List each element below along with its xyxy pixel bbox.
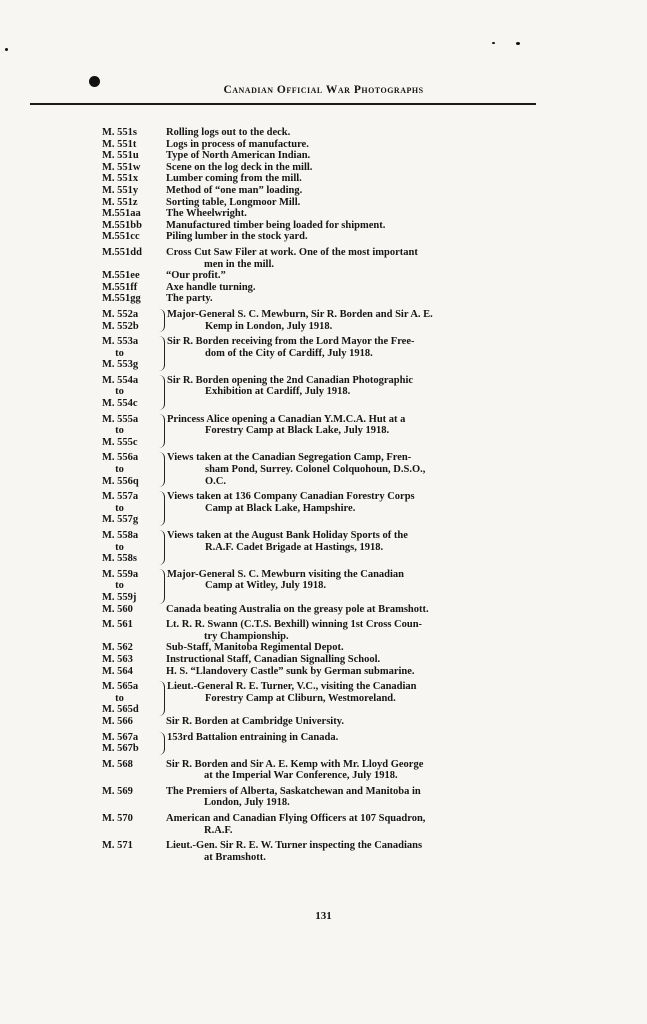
- photo-code-line: M. 551x: [102, 173, 139, 185]
- description-line: Sir R. Borden receiving from the Lord Mayor the Free-: [167, 336, 415, 348]
- description-line: Axe handle turning.: [166, 281, 256, 293]
- photo-code-line: M.551ee: [102, 270, 140, 282]
- photo-code-line: to: [102, 502, 124, 514]
- description-line: Views taken at 136 Company Canadian Forestry Corps: [167, 491, 415, 503]
- description-line: Cross Cut Saw Filer at work. One of the most important: [166, 246, 418, 258]
- photo-code: [102, 681, 165, 716]
- photo-description: [166, 604, 562, 616]
- description-line: Type of North American Indian.: [166, 150, 311, 162]
- list-item: [102, 173, 562, 185]
- photo-code-line: M. 551u: [102, 150, 139, 162]
- description-line: 153rd Battalion entraining in Canada.: [167, 731, 339, 743]
- photo-description: [166, 840, 562, 863]
- photo-description: [167, 414, 562, 449]
- list-item: [102, 414, 562, 449]
- list-item: [102, 786, 562, 809]
- description-line: Lt. R. R. Swann (C.T.S. Bexhill) winning 1st Cross Coun-: [166, 619, 423, 631]
- list-item: [102, 309, 562, 332]
- photo-code: [102, 666, 166, 678]
- photo-code: [102, 569, 165, 604]
- photo-code-line: to: [102, 580, 124, 592]
- photo-description: [167, 491, 562, 526]
- photo-code-line: M. 558a: [102, 530, 139, 541]
- photo-code: [102, 293, 166, 305]
- photo-code-line: M. 567b: [102, 743, 139, 755]
- description-line: Camp at Black Lake, Hampshire.: [205, 502, 356, 514]
- photo-code: [102, 220, 166, 232]
- photo-code: [102, 375, 165, 410]
- photo-code: [102, 759, 166, 782]
- description-line: The party.: [166, 293, 213, 305]
- photo-description: [166, 716, 562, 728]
- list-item: [102, 681, 562, 716]
- photo-code: [102, 732, 165, 755]
- description-line: Sorting table, Longmoor Mill.: [166, 196, 301, 208]
- list-item: [102, 185, 562, 197]
- list-item: [102, 293, 562, 305]
- photo-code-line: M. 551t: [102, 138, 137, 150]
- photo-code: [102, 414, 165, 449]
- photo-code-line: M. 551z: [102, 196, 138, 208]
- photo-code-line: M.551gg: [102, 293, 141, 305]
- photo-description: [167, 375, 562, 410]
- photo-code-line: M. 570: [102, 813, 133, 825]
- photo-code: [102, 309, 165, 332]
- photo-code-line: M. 556q: [102, 475, 139, 487]
- photo-description: [166, 759, 562, 782]
- photo-description: [166, 666, 562, 678]
- photo-description: [166, 813, 562, 836]
- photo-description: [166, 173, 562, 185]
- description-line: Logs in process of manufacture.: [166, 138, 309, 150]
- description-line: The Premiers of Alberta, Saskatchewan and Manitoba in: [166, 785, 421, 797]
- header-rule: [30, 103, 536, 105]
- photo-code-line: M. 554a: [102, 374, 139, 386]
- photo-code-line: M. 557a: [102, 491, 139, 503]
- description-line: Views taken at the Canadian Segregation Camp, Fren-: [167, 452, 412, 464]
- photo-code-line: M. 565a: [102, 681, 139, 693]
- photo-code: [102, 654, 166, 666]
- list-item: [102, 491, 562, 526]
- description-line: at Bramshott.: [204, 851, 266, 863]
- description-line: Piling lumber in the stock yard.: [166, 231, 308, 243]
- description-line: Method of “one man” loading.: [166, 184, 303, 196]
- photo-code-line: M. 564: [102, 665, 133, 677]
- description-line: Kemp in London, July 1918.: [205, 320, 333, 332]
- photo-list: [102, 127, 562, 863]
- photo-code-line: M.551dd: [102, 246, 142, 258]
- list-item: [102, 666, 562, 678]
- list-item: [102, 162, 562, 174]
- photo-description: [166, 293, 562, 305]
- ink-speck: [492, 42, 495, 44]
- list-item: [102, 336, 562, 371]
- description-line: London, July 1918.: [204, 797, 290, 809]
- description-line: The Wheelwright.: [166, 208, 247, 220]
- photo-description: [167, 309, 562, 332]
- photo-code: [102, 139, 166, 151]
- photo-code-line: M. 556a: [102, 452, 139, 464]
- description-line: try Championship.: [204, 630, 289, 642]
- photo-description: [166, 162, 562, 174]
- photo-code-line: M. 551w: [102, 161, 141, 173]
- description-line: Canada beating Australia on the greasy pole at Bramshott.: [166, 603, 429, 615]
- description-line: Manufactured timber being loaded for shipment.: [166, 219, 386, 231]
- photo-code: [102, 127, 166, 139]
- description-line: Sub-Staff, Manitoba Regimental Depot.: [166, 642, 344, 654]
- photo-code-line: to: [102, 425, 124, 437]
- description-line: Sir R. Borden and Sir A. E. Kemp with Mr. Lloyd George: [166, 758, 424, 770]
- photo-code: [102, 270, 166, 282]
- photo-description: [167, 530, 562, 565]
- photo-code: [102, 604, 166, 616]
- description-line: Major-General S. C. Mewburn, Sir R. Borden and Sir A. E.: [167, 308, 433, 320]
- photo-code-line: M. 566: [102, 715, 133, 727]
- list-item: [102, 813, 562, 836]
- list-item: [102, 732, 562, 755]
- photo-code: [102, 247, 166, 270]
- photo-code: [102, 208, 166, 220]
- photo-description: [166, 654, 562, 666]
- description-line: R.A.F.: [204, 824, 233, 836]
- list-item: [102, 716, 562, 728]
- list-item: [102, 220, 562, 232]
- description-line: dom of the City of Cardiff, July 1918.: [205, 347, 373, 359]
- photo-code-line: M. 557g: [102, 514, 139, 526]
- page-title: Canadian Official War Photographs: [223, 84, 424, 96]
- photo-code-line: M. 553a: [102, 336, 139, 348]
- photo-description: [166, 185, 562, 197]
- description-line: at the Imperial War Conference, July 1918.: [204, 770, 398, 782]
- list-item: [102, 231, 562, 243]
- photo-description: [167, 452, 562, 487]
- photo-description: [166, 208, 562, 220]
- photo-code: [102, 185, 166, 197]
- list-item: [102, 452, 562, 487]
- list-item: [102, 759, 562, 782]
- photo-code: [102, 491, 165, 526]
- description-line: Princess Alice opening a Canadian Y.M.C.A. Hut at a: [167, 413, 406, 425]
- description-line: Scene on the log deck in the mill.: [166, 161, 313, 173]
- description-line: Forestry Camp at Cliburn, Westmoreland.: [205, 692, 396, 704]
- description-line: Sir R. Borden opening the 2nd Canadian Photographic: [167, 374, 414, 386]
- photo-code-line: M. 555a: [102, 413, 139, 425]
- description-line: H. S. “Llandovery Castle” sunk by German submarine.: [166, 665, 415, 677]
- description-line: American and Canadian Flying Officers at 107 Squadron,: [166, 813, 426, 825]
- description-line: Lieut.-General R. E. Turner, V.C., visiting the Canadian: [167, 681, 417, 693]
- photo-code: [102, 452, 165, 487]
- description-line: R.A.F. Cadet Brigade at Hastings, 1918.: [205, 541, 384, 553]
- photo-code-line: M. 552b: [102, 320, 139, 332]
- description-line: Camp at Witley, July 1918.: [205, 580, 326, 592]
- photo-code: [102, 813, 166, 836]
- photo-description: [166, 786, 562, 809]
- list-item: [102, 654, 562, 666]
- ink-speck: [516, 42, 520, 45]
- photo-code-line: M. 554c: [102, 398, 138, 410]
- photo-code-line: to: [102, 347, 124, 359]
- description-line: Lieut.-Gen. Sir R. E. W. Turner inspecting the Canadians: [166, 840, 423, 852]
- photo-code-line: M. 569: [102, 785, 133, 797]
- list-item: [102, 270, 562, 282]
- list-item: [102, 604, 562, 616]
- photo-code-line: to: [102, 386, 124, 398]
- photo-code-line: M.551bb: [102, 219, 142, 231]
- photo-code: [102, 716, 166, 728]
- photo-code-line: M. 562: [102, 642, 133, 654]
- list-item: [102, 619, 562, 642]
- photo-code-line: M. 559a: [102, 568, 139, 580]
- list-item: [102, 840, 562, 863]
- list-item: [102, 642, 562, 654]
- description-line: Forestry Camp at Black Lake, July 1918.: [205, 425, 390, 437]
- description-line: Lumber coming from the mill.: [166, 173, 302, 185]
- photo-code-line: M.551aa: [102, 208, 141, 220]
- list-item: [102, 247, 562, 270]
- photo-code: [102, 840, 166, 863]
- photo-code-line: M. 565d: [102, 704, 139, 716]
- description-line: sham Pond, Surrey. Colonel Colquohoun, D.S.O.,: [205, 464, 426, 476]
- photo-code: [102, 336, 165, 371]
- photo-description: [167, 681, 562, 716]
- photo-code-line: M. 555c: [102, 436, 138, 448]
- photo-description: [166, 139, 562, 151]
- photo-description: [167, 569, 562, 604]
- photo-code-line: M. 551y: [102, 184, 139, 196]
- photo-code-line: M.551ff: [102, 281, 138, 293]
- photo-description: [166, 247, 562, 270]
- description-line: Exhibition at Cardiff, July 1918.: [205, 386, 351, 398]
- description-line: men in the mill.: [204, 258, 274, 270]
- list-item: [102, 197, 562, 209]
- photo-code-line: M. 560: [102, 603, 133, 615]
- list-item: [102, 569, 562, 604]
- description-line: Major-General S. C. Mewburn visiting the Canadian: [167, 568, 405, 580]
- photo-code-line: M. 563: [102, 653, 133, 665]
- photo-description: [166, 150, 562, 162]
- photo-code-line: M. 551s: [102, 127, 137, 138]
- list-item: [102, 127, 562, 139]
- photo-description: [166, 127, 562, 139]
- photo-code: [102, 150, 166, 162]
- photo-description: [166, 642, 562, 654]
- photo-code-line: M. 567a: [102, 731, 139, 743]
- photo-code: [102, 642, 166, 654]
- photo-description: [166, 619, 562, 642]
- photo-code: [102, 231, 166, 243]
- photo-code-line: M. 558s: [102, 553, 137, 565]
- photo-code-line: M. 559j: [102, 591, 137, 603]
- photo-code: [102, 530, 165, 565]
- list-item: [102, 208, 562, 220]
- photo-code-line: M. 552a: [102, 308, 139, 320]
- photo-code-line: M. 553g: [102, 359, 139, 371]
- photo-description: [166, 220, 562, 232]
- list-item: [102, 530, 562, 565]
- description-line: Instructional Staff, Canadian Signalling School.: [166, 653, 381, 665]
- photo-code: [102, 619, 166, 642]
- photo-description: [166, 231, 562, 243]
- photo-code-line: to: [102, 541, 124, 553]
- list-item: [102, 375, 562, 410]
- description-line: “Our profit.”: [166, 270, 226, 282]
- list-item: [102, 150, 562, 162]
- description-line: Sir R. Borden at Cambridge University.: [166, 715, 345, 727]
- photo-description: [166, 197, 562, 209]
- photo-code-line: M.551cc: [102, 231, 140, 243]
- photo-code-line: M. 571: [102, 840, 133, 852]
- photo-code: [102, 162, 166, 174]
- ink-speck: [5, 48, 8, 51]
- list-item: [102, 282, 562, 294]
- photo-code-line: M. 568: [102, 758, 133, 770]
- photo-description: [166, 282, 562, 294]
- photo-description: [167, 732, 562, 755]
- page-number: 131: [315, 910, 332, 922]
- description-line: Rolling logs out to the deck.: [166, 127, 291, 138]
- photo-code-line: M. 561: [102, 619, 133, 631]
- photo-code: [102, 786, 166, 809]
- list-item: [102, 139, 562, 151]
- photo-description: [167, 336, 562, 371]
- photo-code: [102, 197, 166, 209]
- photo-code-line: to: [102, 692, 124, 704]
- description-line: O.C.: [205, 475, 226, 487]
- photo-code: [102, 173, 166, 185]
- photo-description: [166, 270, 562, 282]
- description-line: Views taken at the August Bank Holiday Sports of the: [167, 530, 408, 541]
- photo-code: [102, 282, 166, 294]
- photo-code-line: to: [102, 464, 124, 476]
